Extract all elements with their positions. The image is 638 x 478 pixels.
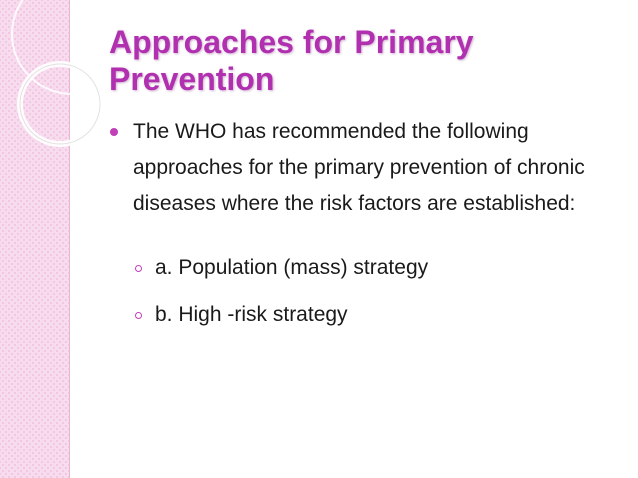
main-bullet-text: The WHO has recommended the following approaches for the primary prevention of chronic diseases where the risk factors are established:	[133, 120, 585, 215]
slide-body	[109, 114, 609, 350]
sub-bullet-text: a. Population (mass) strategy	[155, 256, 429, 279]
sub-bullet-item	[135, 256, 609, 280]
slide-title	[109, 24, 589, 98]
sub-bullet-list	[109, 256, 609, 327]
slide-title-line-2: Prevention	[109, 61, 275, 97]
filled-circle-bullet-icon	[110, 128, 118, 136]
hollow-circle-bullet-icon	[135, 265, 142, 272]
sub-bullet-text: b. High -risk strategy	[155, 303, 348, 326]
decorative-ring-outline	[20, 64, 100, 144]
slide-title-line-1: Approaches for Primary	[109, 24, 474, 60]
sub-bullet-item	[135, 303, 609, 327]
main-bullet	[109, 114, 609, 222]
hollow-circle-bullet-icon	[135, 312, 142, 319]
